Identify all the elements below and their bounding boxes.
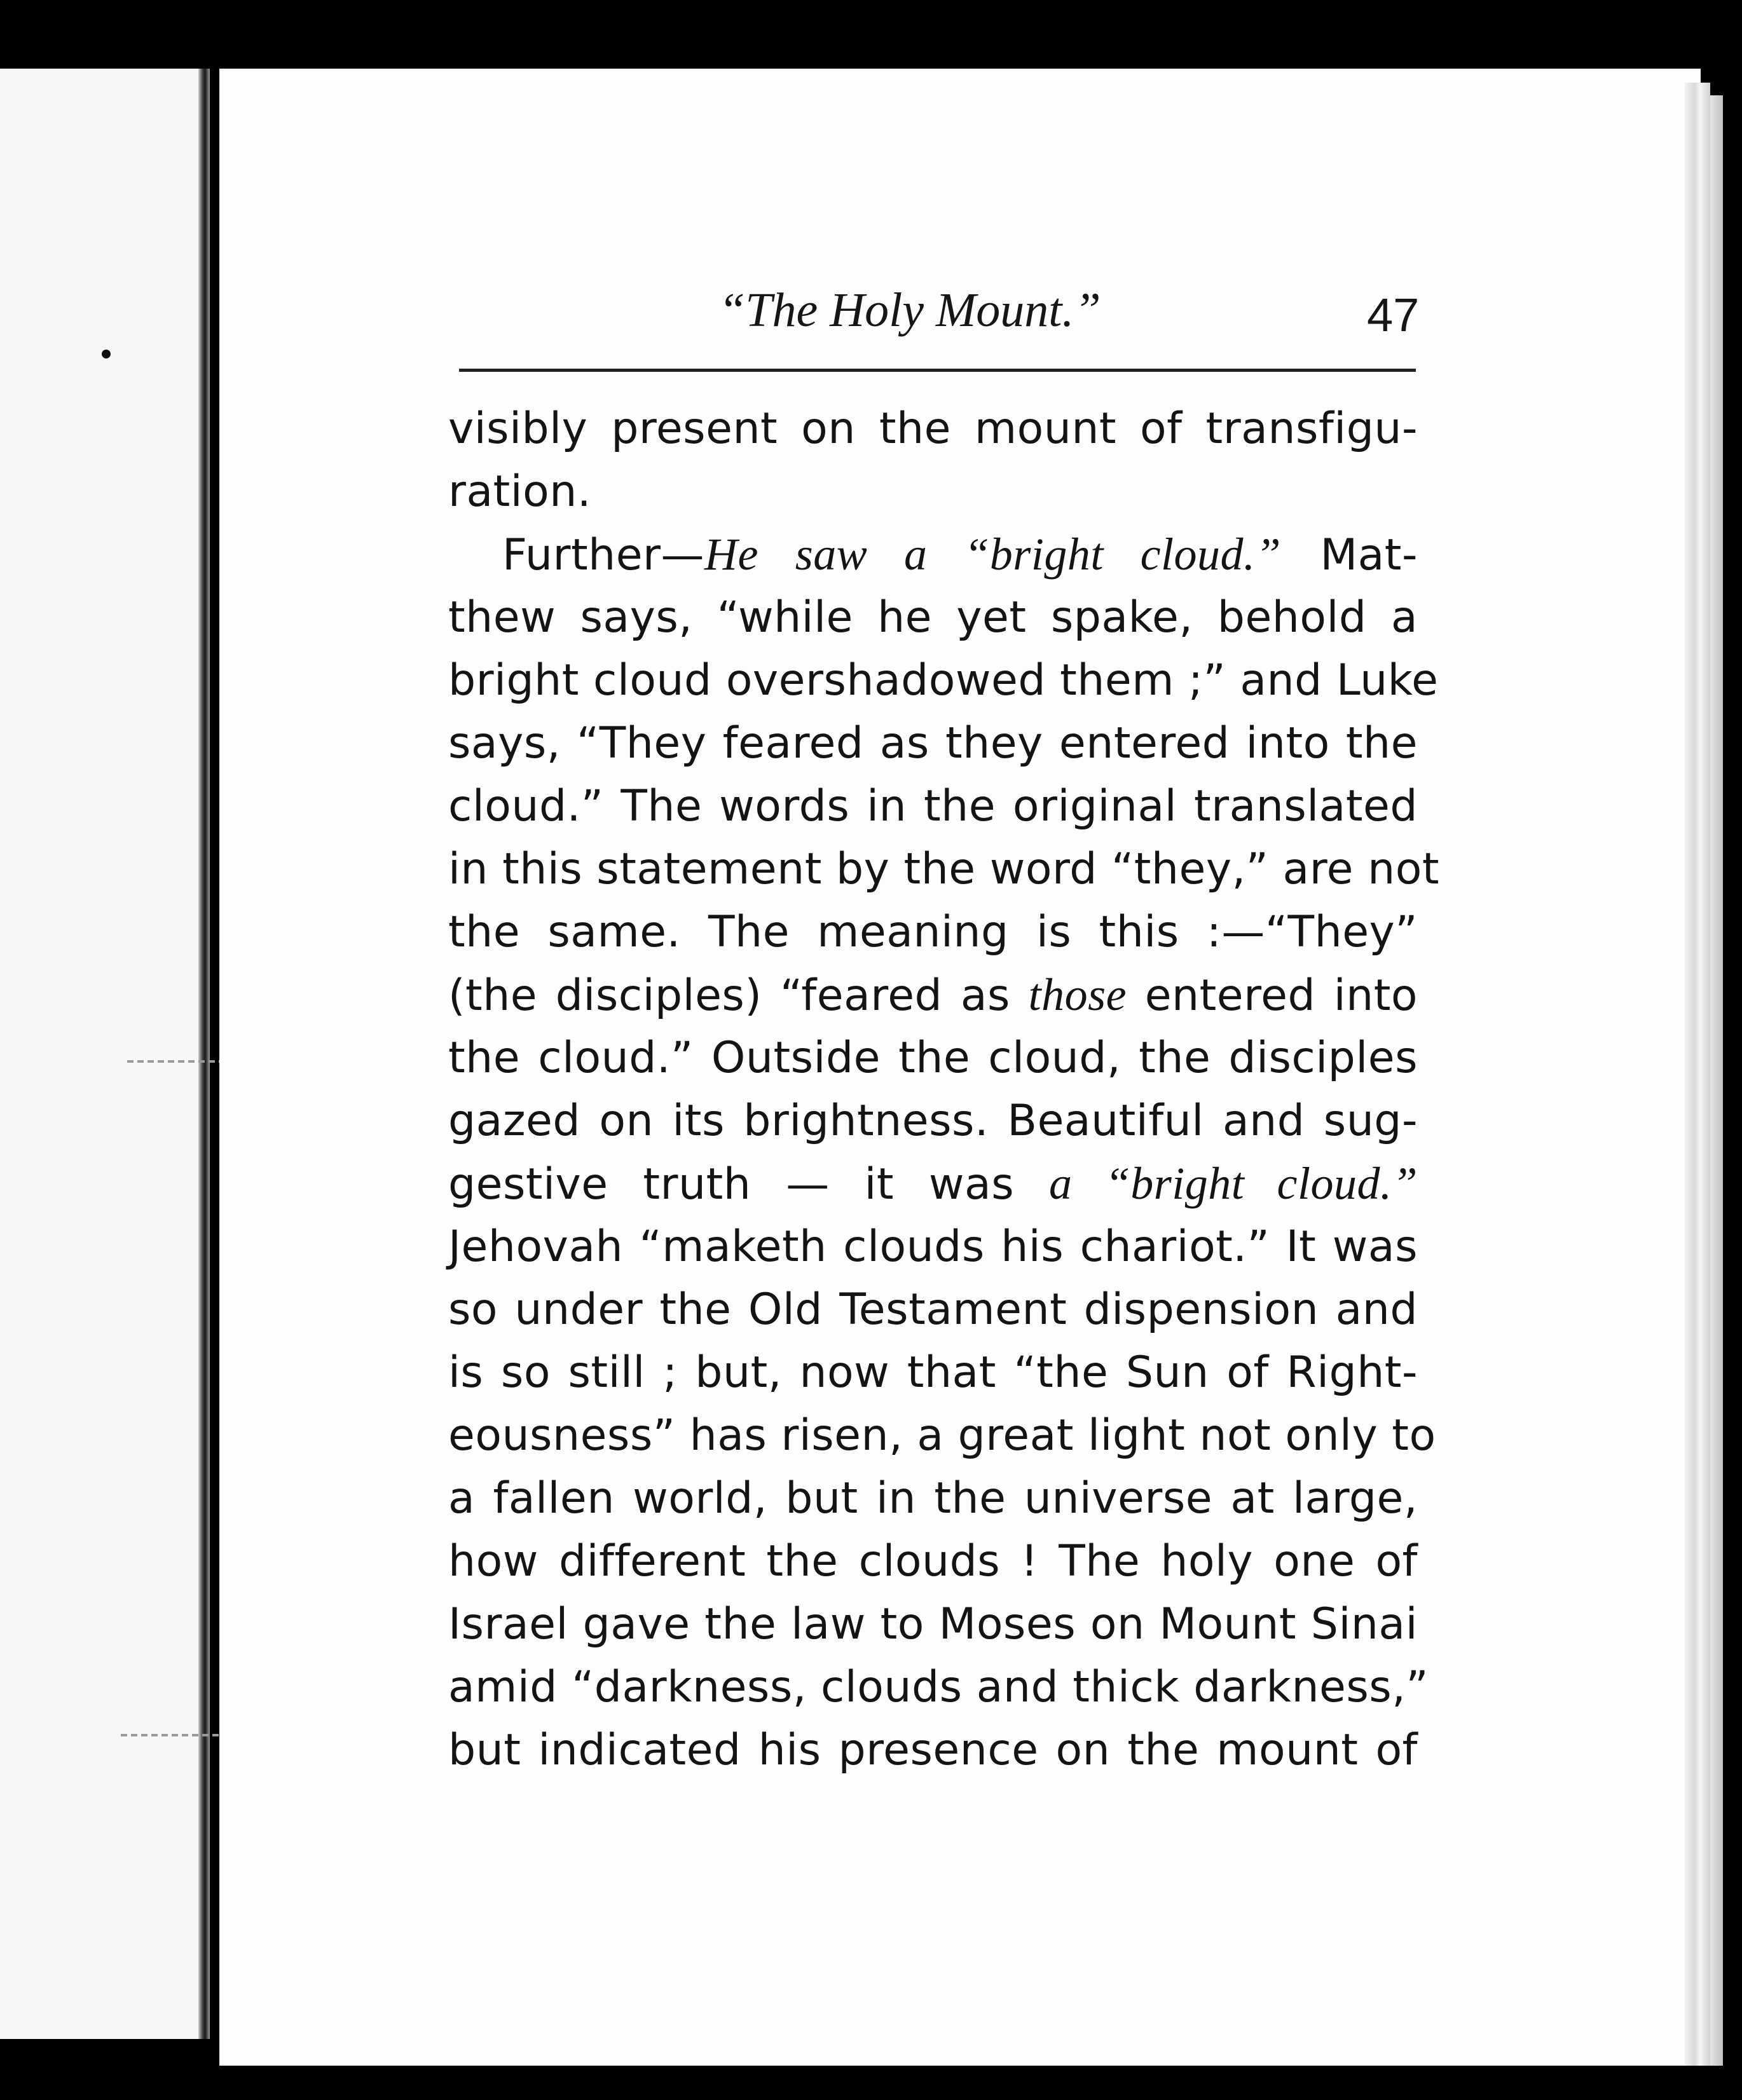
text-line: but indicated his presence on the mount of bbox=[448, 1725, 1418, 1775]
page-header bbox=[0, 283, 1742, 353]
page-edge bbox=[1710, 95, 1723, 2072]
text-line: ration. bbox=[448, 467, 591, 517]
text-line: thew says, “while he yet spake, behold a bbox=[448, 592, 1418, 643]
text-line: how different the clouds ! The holy one of bbox=[448, 1536, 1418, 1586]
text-line: bright cloud overshadowed them ;” and Luke bbox=[448, 655, 1439, 706]
text-line: gazed on its brightness. Beautiful and sug- bbox=[448, 1096, 1418, 1146]
text-line: (the disciples) “feared as those entered into bbox=[448, 969, 1418, 1021]
text-line: so under the Old Testament dispension and bbox=[448, 1285, 1418, 1335]
text-line: in this statement by the word “they,” are not bbox=[448, 844, 1439, 894]
text-line: cloud.” The words in the original translated bbox=[448, 781, 1418, 831]
text-line: the cloud.” Outside the cloud, the disciples bbox=[448, 1033, 1418, 1083]
body-text bbox=[448, 397, 1439, 1782]
text-line: eousness” has risen, a great light not only to bbox=[448, 1410, 1436, 1461]
running-title: “The Holy Mount.” bbox=[718, 283, 1101, 337]
text-line: the same. The meaning is this :—“They” bbox=[448, 907, 1418, 957]
text-line: Israel gave the law to Moses on Mount Sinai bbox=[448, 1599, 1418, 1649]
text-line: amid “darkness, clouds and thick darkness,” bbox=[448, 1662, 1429, 1712]
book-gutter bbox=[198, 69, 210, 2039]
text-line: a fallen world, but in the universe at large, bbox=[448, 1473, 1418, 1524]
text-line: Further—He saw a “bright cloud.” Mat- bbox=[502, 529, 1418, 580]
page-edge bbox=[1685, 83, 1710, 2072]
text-line: visibly present on the mount of transfigu- bbox=[448, 404, 1418, 454]
text-line: Jehovah “maketh clouds his chariot.” It was bbox=[448, 1222, 1418, 1272]
header-rule bbox=[459, 369, 1416, 372]
text-line: gestive truth — it was a “bright cloud.” bbox=[448, 1158, 1418, 1210]
left-page-margin bbox=[0, 69, 210, 2039]
page-number: 47 bbox=[1367, 289, 1420, 341]
text-line: says, “They feared as they entered into the bbox=[448, 718, 1418, 768]
scan-border bbox=[0, 2066, 1742, 2100]
italic-phrase: He saw a “bright cloud.” bbox=[704, 529, 1282, 580]
italic-word: those bbox=[1028, 969, 1127, 1020]
italic-phrase: a “bright cloud.” bbox=[1048, 1158, 1418, 1209]
text-line: is so still ; but, now that “the Sun of Right- bbox=[448, 1347, 1418, 1398]
